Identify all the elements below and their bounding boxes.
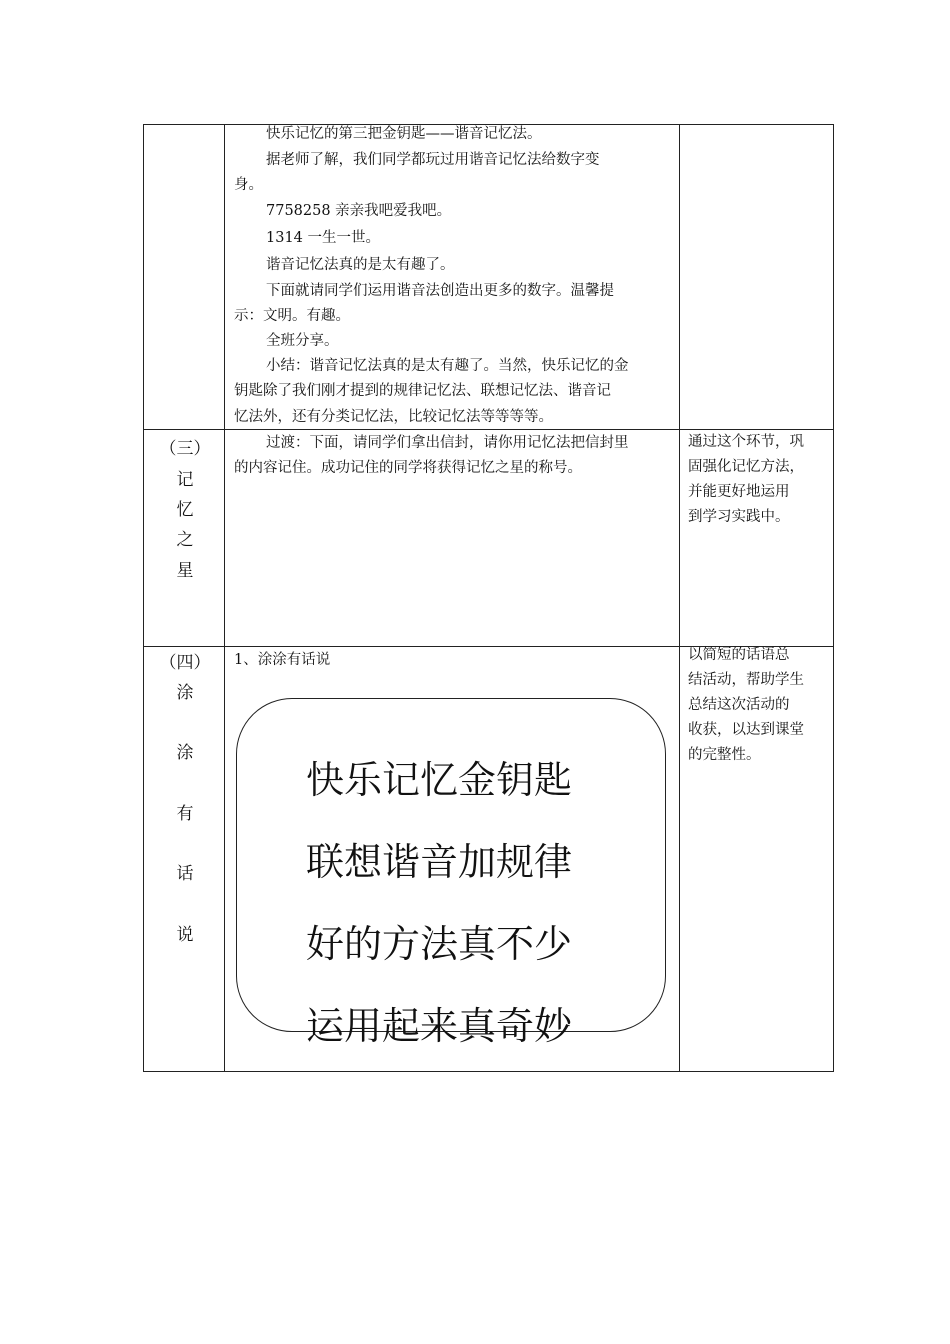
section3-heading-char-2: 忆 [176,500,194,520]
section2-line-1: 快乐记忆的第三把金钥匙——谐音记忆法。 [266,126,542,142]
column-divider-1 [224,124,225,1072]
section2-line-11: 钥匙除了我们刚才提到的规律记忆法、联想记忆法、谐音记 [234,383,611,399]
section2-line-6: 谐音记忆法真的是太有趣了。 [266,257,455,273]
section3-note-line-1: 通过这个环节，巩 [688,434,804,450]
table-border-right [833,124,834,1072]
section3-heading-char-4: 星 [176,561,194,581]
section4-note-line-4: 收获，以达到课堂 [688,722,804,738]
section3-heading-number: （三） [159,439,211,459]
poem-line-4: 运用起来真奇妙 [306,1004,573,1048]
table-border-bottom [143,1071,834,1072]
poem-line-3: 好的方法真不少 [306,922,573,966]
column-divider-2 [679,124,680,1072]
section4-note-line-3: 总结这次活动的 [688,697,790,713]
section4-item-title: 1、涂涂有话说 [234,652,331,668]
table-border-left [143,124,144,1072]
section2-line-5: 1314 一生一世。 [266,230,381,246]
section2-line-2: 据老师了解，我们同学都玩过用谐音记忆法给数字变 [266,152,600,168]
section4-note-line-1: 以简短的话语总 [688,647,790,663]
section4-heading-number: （四） [159,653,211,673]
section4-heading-char-2: 涂 [176,743,194,763]
section3-note-line-3: 并能更好地运用 [688,484,790,500]
section4-heading-char-3: 有 [176,804,194,824]
section3-line-1: 过渡：下面，请同学们拿出信封，请你用记忆法把信封里 [266,435,629,451]
section3-heading-char-1: 记 [176,470,194,490]
poem-line-1: 快乐记忆金钥匙 [306,758,573,802]
section2-line-4: 7758258 亲亲我吧爱我吧。 [266,203,452,219]
section3-note-line-4: 到学习实践中。 [688,509,790,525]
section2-line-8: 示：文明。有趣。 [234,308,350,324]
poem-line-2: 联想谐音加规律 [306,840,573,884]
section2-line-3: 身。 [234,177,263,193]
section3-note-line-2: 固强化记忆方法， [688,459,804,475]
section3-line-2: 的内容记住。成功记住的同学将获得记忆之星的称号。 [234,460,582,476]
section2-line-7: 下面就请同学们运用谐音法创造出更多的数字。温馨提 [266,283,614,299]
section4-heading-char-4: 话 [176,864,194,884]
section4-heading-char-1: 涂 [176,683,194,703]
section4-note [688,643,830,768]
section3-heading-char-3: 之 [176,530,194,550]
section2-line-10: 小结：谐音记忆法真的是太有趣了。当然，快乐记忆的金 [266,358,629,374]
section2-line-9: 全班分享。 [266,333,339,349]
section2-line-12: 忆法外，还有分类记忆法，比较记忆法等等等等。 [234,409,553,425]
section4-heading-char-5: 说 [176,925,194,945]
section4-note-line-5: 的完整性。 [688,747,761,763]
section3-note [688,430,830,530]
section4-note-line-2: 结活动，帮助学生 [688,672,804,688]
